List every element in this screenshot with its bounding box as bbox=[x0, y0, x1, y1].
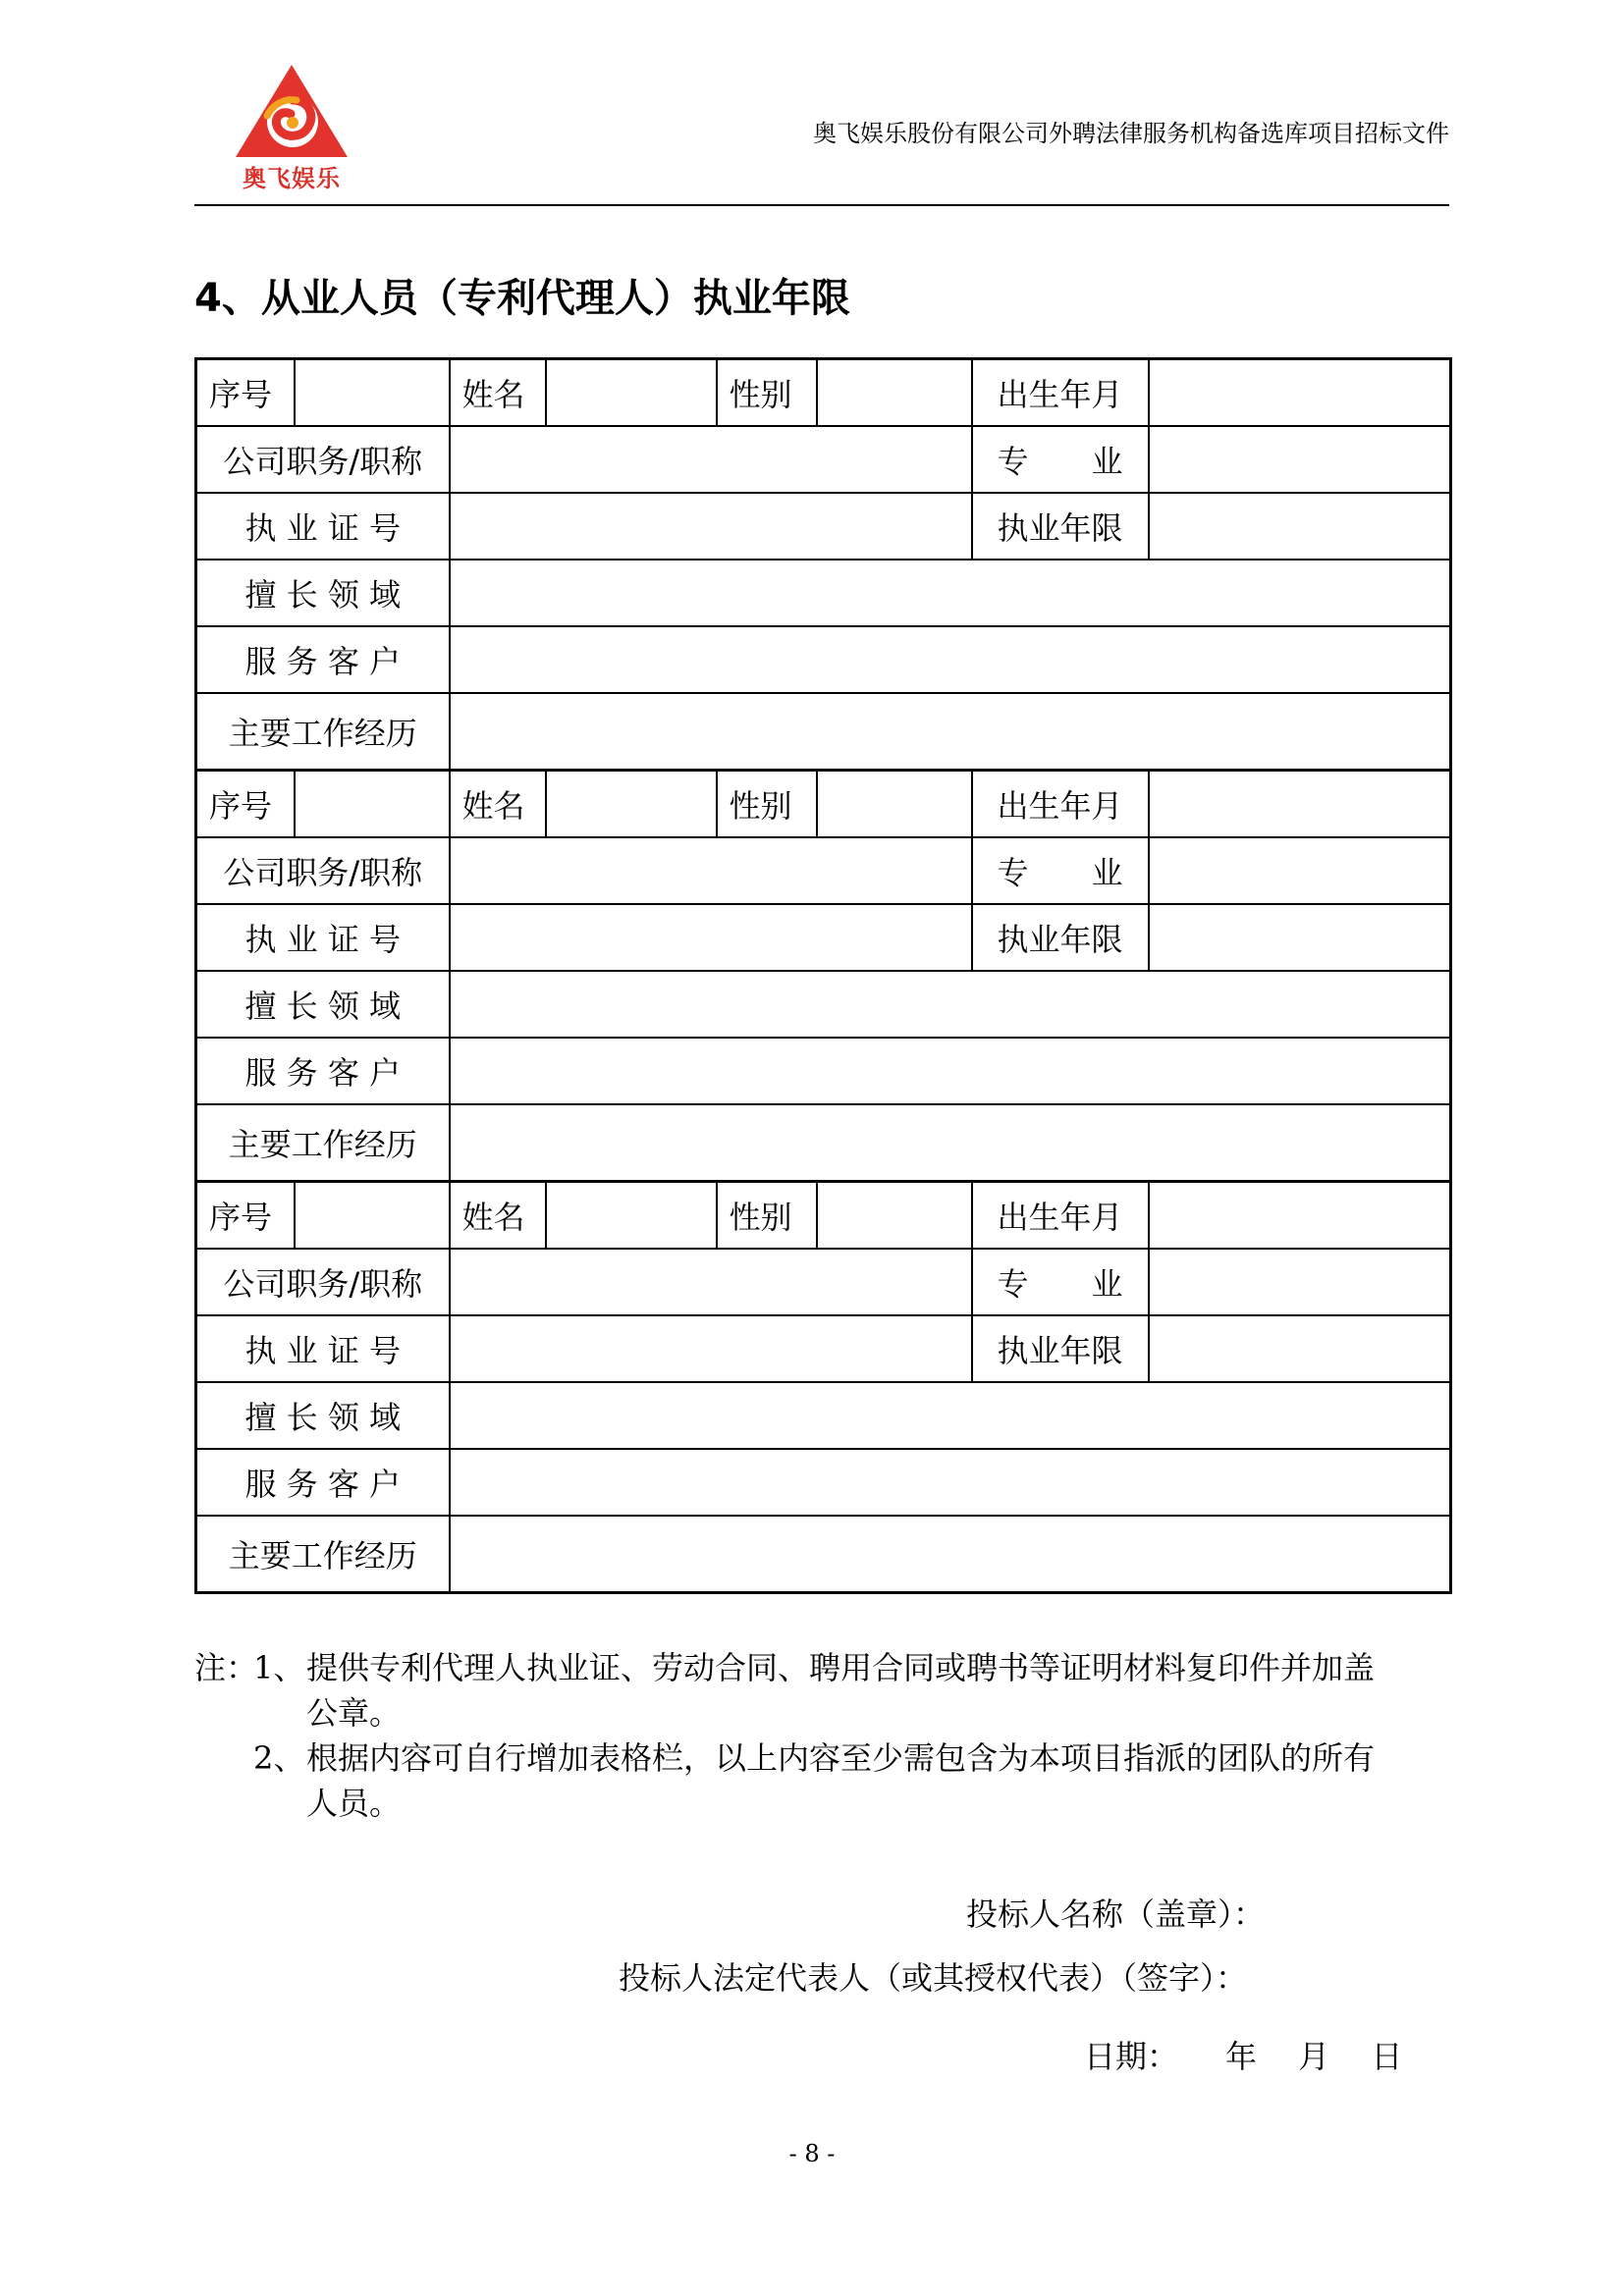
logo-text: 奥飞娱乐 bbox=[243, 165, 341, 192]
expertise-label: 擅 长 领 域 bbox=[196, 1382, 450, 1449]
legal-rep-label: 投标人法定代表人（或其授权代表）（签字）： bbox=[619, 1959, 1248, 1997]
seq-label: 序号 bbox=[196, 359, 295, 427]
position-label: 公司职务/职称 bbox=[196, 426, 450, 493]
experience-value[interactable] bbox=[450, 1516, 1451, 1593]
birth-label: 出生年月 bbox=[972, 771, 1149, 838]
license-value[interactable] bbox=[450, 1315, 972, 1382]
table-row bbox=[196, 1516, 1451, 1593]
years-value[interactable] bbox=[1149, 1315, 1451, 1382]
table-row bbox=[196, 1449, 1451, 1516]
table-row bbox=[196, 359, 1451, 427]
gender-value[interactable] bbox=[817, 771, 972, 838]
note-item-2 bbox=[194, 1735, 1451, 1826]
experience-label: 主要工作经历 bbox=[196, 1104, 450, 1182]
expertise-value[interactable] bbox=[450, 560, 1451, 626]
page-number: - 8 - bbox=[788, 2140, 836, 2167]
experience-label: 主要工作经历 bbox=[196, 1516, 450, 1593]
bidder-name-label: 投标人名称（盖章）： bbox=[966, 1896, 1266, 1933]
clients-value[interactable] bbox=[450, 1038, 1451, 1104]
staff-table bbox=[194, 357, 1452, 1594]
license-value[interactable] bbox=[450, 904, 972, 971]
license-label: 执 业 证 号 bbox=[196, 904, 450, 971]
license-label: 执 业 证 号 bbox=[196, 1315, 450, 1382]
table-row bbox=[196, 1315, 1451, 1382]
note-line: 人员。 bbox=[306, 1785, 402, 1822]
years-value[interactable] bbox=[1149, 493, 1451, 560]
years-label: 执业年限 bbox=[972, 1315, 1149, 1382]
table-row bbox=[196, 837, 1451, 904]
name-value[interactable] bbox=[546, 1182, 717, 1250]
birth-label: 出生年月 bbox=[972, 1182, 1149, 1250]
section-title: 4、从业人员（专利代理人）执业年限 bbox=[194, 276, 850, 321]
major-label: 专 业 bbox=[972, 426, 1149, 493]
table-row bbox=[196, 971, 1451, 1038]
name-label: 姓名 bbox=[450, 771, 546, 838]
date-label: 日期： 年 月 日 bbox=[1084, 2038, 1403, 2075]
major-value[interactable] bbox=[1149, 426, 1451, 493]
clients-value[interactable] bbox=[450, 1449, 1451, 1516]
note-prefix: 注： bbox=[194, 1649, 258, 1686]
experience-label: 主要工作经历 bbox=[196, 693, 450, 771]
note-line: 公章。 bbox=[306, 1694, 402, 1732]
years-label: 执业年限 bbox=[972, 493, 1149, 560]
table-row bbox=[196, 1382, 1451, 1449]
seq-value[interactable] bbox=[295, 1182, 450, 1250]
notes bbox=[194, 1645, 1451, 1826]
note-number: 2、 bbox=[253, 1739, 305, 1777]
note-item-1 bbox=[194, 1645, 1451, 1735]
table-row bbox=[196, 560, 1451, 626]
position-label: 公司职务/职称 bbox=[196, 837, 450, 904]
table-row bbox=[196, 626, 1451, 693]
table-row bbox=[196, 1104, 1451, 1182]
table-row bbox=[196, 1249, 1451, 1315]
birth-value[interactable] bbox=[1149, 771, 1451, 838]
table-row bbox=[196, 493, 1451, 560]
clients-label: 服 务 客 户 bbox=[196, 1449, 450, 1516]
clients-value[interactable] bbox=[450, 626, 1451, 693]
gender-value[interactable] bbox=[817, 1182, 972, 1250]
expertise-value[interactable] bbox=[450, 971, 1451, 1038]
major-value[interactable] bbox=[1149, 1249, 1451, 1315]
clients-label: 服 务 客 户 bbox=[196, 1038, 450, 1104]
table-row bbox=[196, 904, 1451, 971]
table-row bbox=[196, 693, 1451, 771]
gender-label: 性别 bbox=[717, 771, 817, 838]
note-line: 提供专利代理人执业证、劳动合同、聘用合同或聘书等证明材料复印件并加盖 bbox=[306, 1649, 1376, 1686]
birth-value[interactable] bbox=[1149, 359, 1451, 427]
position-label: 公司职务/职称 bbox=[196, 1249, 450, 1315]
expertise-label: 擅 长 领 域 bbox=[196, 560, 450, 626]
note-line: 根据内容可自行增加表格栏，以上内容至少需包含为本项目指派的团队的所有 bbox=[306, 1739, 1376, 1777]
seq-label: 序号 bbox=[196, 771, 295, 838]
major-label: 专 业 bbox=[972, 837, 1149, 904]
name-label: 姓名 bbox=[450, 359, 546, 427]
major-value[interactable] bbox=[1149, 837, 1451, 904]
birth-value[interactable] bbox=[1149, 1182, 1451, 1250]
position-value[interactable] bbox=[450, 837, 972, 904]
table-row bbox=[196, 426, 1451, 493]
logo-icon bbox=[228, 61, 355, 159]
experience-value[interactable] bbox=[450, 693, 1451, 771]
seq-label: 序号 bbox=[196, 1182, 295, 1250]
position-value[interactable] bbox=[450, 426, 972, 493]
years-value[interactable] bbox=[1149, 904, 1451, 971]
company-logo bbox=[228, 61, 355, 198]
gender-label: 性别 bbox=[717, 1182, 817, 1250]
note-number: 1、 bbox=[253, 1649, 305, 1686]
table-row bbox=[196, 1182, 1451, 1250]
gender-label: 性别 bbox=[717, 359, 817, 427]
position-value[interactable] bbox=[450, 1249, 972, 1315]
clients-label: 服 务 客 户 bbox=[196, 626, 450, 693]
license-label: 执 业 证 号 bbox=[196, 493, 450, 560]
seq-value[interactable] bbox=[295, 771, 450, 838]
table-row bbox=[196, 771, 1451, 838]
document-title: 奥飞娱乐股份有限公司外聘法律服务机构备选库项目招标文件 bbox=[813, 120, 1449, 147]
expertise-label: 擅 长 领 域 bbox=[196, 971, 450, 1038]
name-label: 姓名 bbox=[450, 1182, 546, 1250]
years-label: 执业年限 bbox=[972, 904, 1149, 971]
seq-value[interactable] bbox=[295, 359, 450, 427]
birth-label: 出生年月 bbox=[972, 359, 1149, 427]
expertise-value[interactable] bbox=[450, 1382, 1451, 1449]
table-row bbox=[196, 1038, 1451, 1104]
name-value[interactable] bbox=[546, 771, 717, 838]
name-value[interactable] bbox=[546, 359, 717, 427]
page-header bbox=[194, 59, 1449, 206]
license-value[interactable] bbox=[450, 493, 972, 560]
major-label: 专 业 bbox=[972, 1249, 1149, 1315]
experience-value[interactable] bbox=[450, 1104, 1451, 1182]
gender-value[interactable] bbox=[817, 359, 972, 427]
